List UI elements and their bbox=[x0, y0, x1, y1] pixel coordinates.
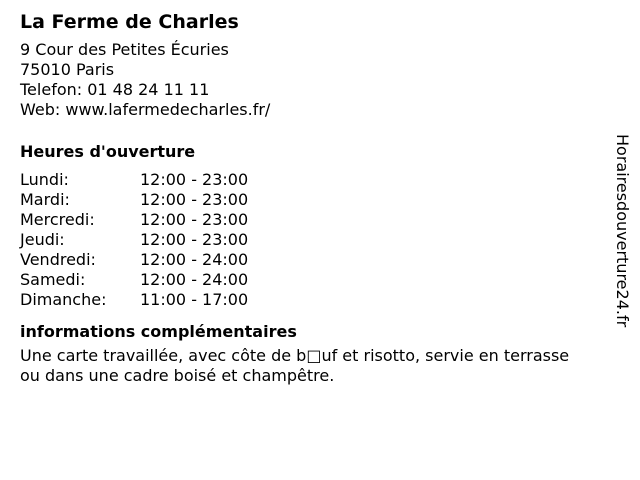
hours-day: Lundi: bbox=[20, 170, 69, 189]
additional-info-text: Une carte travaillée, avec côte de b□uf et risotto, servie en terrasse ou dans une cadre boisé et champêtre. bbox=[20, 346, 570, 385]
hours-row bbox=[20, 290, 610, 310]
postal-city: 75010 Paris bbox=[20, 60, 115, 79]
hours-day: Vendredi: bbox=[20, 250, 96, 269]
hours-time: 12:00 - 24:00 bbox=[140, 270, 249, 289]
hours-time: 11:00 - 17:00 bbox=[140, 290, 249, 309]
hours-row bbox=[20, 230, 610, 250]
phone-line: Telefon: 01 48 24 11 11 bbox=[20, 80, 210, 99]
hours-row bbox=[20, 270, 610, 290]
hours-time: 12:00 - 23:00 bbox=[140, 230, 249, 249]
hours-row bbox=[20, 190, 610, 210]
address-block bbox=[20, 40, 610, 120]
hours-time: 12:00 - 23:00 bbox=[140, 190, 249, 209]
opening-hours-heading: Heures d'ouverture bbox=[20, 142, 196, 161]
hours-time: 12:00 - 24:00 bbox=[140, 250, 249, 269]
hours-row bbox=[20, 250, 610, 270]
hours-day: Samedi: bbox=[20, 270, 86, 289]
additional-info-heading: informations complémentaires bbox=[20, 322, 297, 341]
website-line: Web: www.lafermedecharles.fr/ bbox=[20, 100, 271, 119]
hours-row bbox=[20, 170, 610, 190]
street-address: 9 Cour des Petites Écuries bbox=[20, 40, 229, 59]
hours-day: Mercredi: bbox=[20, 210, 95, 229]
venue-name: La Ferme de Charles bbox=[20, 11, 239, 33]
hours-time: 12:00 - 23:00 bbox=[140, 210, 249, 229]
hours-day: Mardi: bbox=[20, 190, 70, 209]
hours-row bbox=[20, 210, 610, 230]
opening-hours-table bbox=[20, 170, 610, 310]
side-brand-watermark: Horairesdouverture24.fr bbox=[613, 134, 632, 328]
hours-time: 12:00 - 23:00 bbox=[140, 170, 249, 189]
venue-card bbox=[20, 10, 610, 386]
hours-day: Jeudi: bbox=[20, 230, 65, 249]
hours-day: Dimanche: bbox=[20, 290, 107, 309]
